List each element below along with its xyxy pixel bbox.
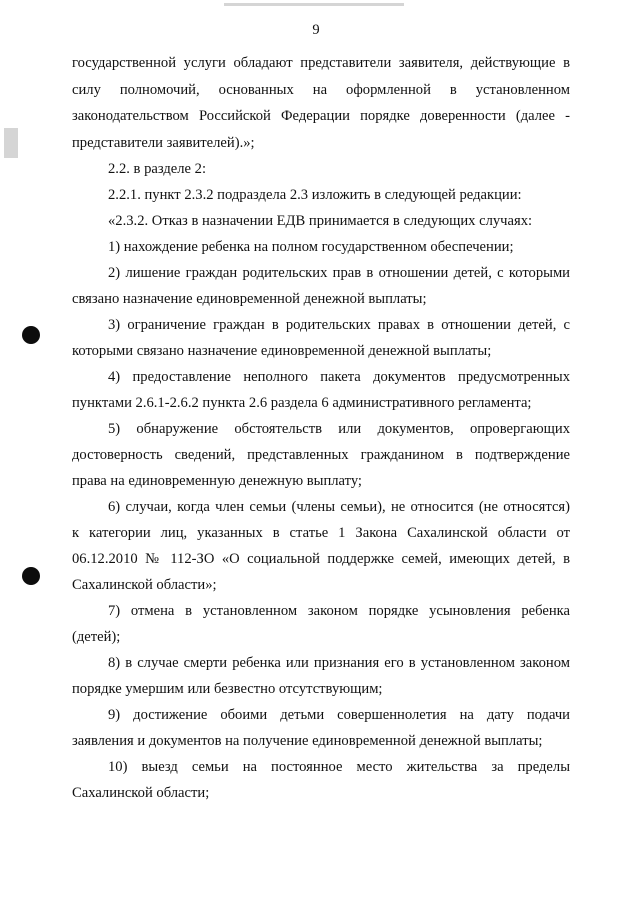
text-line: силу полномочий, основанных на оформленной в установленном xyxy=(72,82,570,98)
text-line: (детей); xyxy=(72,629,121,645)
text-line: 06.12.2010 № 112-ЗО «О социальной поддержке семей, имеющих детей, в xyxy=(72,551,570,567)
punch-hole xyxy=(22,567,40,585)
text-line: к категории лиц, указанных в статье 1 Закона Сахалинской области от xyxy=(72,525,570,541)
text-line: 3) ограничение граждан в родительских правах в отношении детей, с xyxy=(108,317,570,333)
text-line: 4) предоставление неполного пакета документов предусмотренных xyxy=(108,369,570,385)
text-line: законодательством Российской Федерации порядке доверенности (далее - xyxy=(72,108,570,124)
text-line: «2.3.2. Отказ в назначении ЕДВ принимается в следующих случаях: xyxy=(108,213,533,229)
text-line: достоверность сведений, представленных гражданином в подтверждение xyxy=(72,447,570,463)
text-line: заявления и документов на получение единовременной денежной выплаты; xyxy=(72,733,543,749)
text-line: связано назначение единовременной денежной выплаты; xyxy=(72,291,427,307)
text-line: 2) лишение граждан родительских прав в отношении детей, с которыми xyxy=(108,265,570,281)
scan-noise xyxy=(4,128,18,158)
text-line: 7) отмена в установленном законом порядке усыновления ребенка xyxy=(108,603,570,619)
text-line: 8) в случае смерти ребенка или признания его в установленном законом xyxy=(108,655,570,671)
text-line: государственной услуги обладают представители заявителя, действующие в xyxy=(72,55,570,71)
text-line: представители заявителей).»; xyxy=(72,135,255,151)
text-line: 6) случаи, когда член семьи (члены семьи), не относится (не относятся) xyxy=(108,499,570,515)
page-number: 9 xyxy=(312,22,320,38)
text-line: 1) нахождение ребенка на полном государственном обеспечении; xyxy=(108,239,514,255)
scan-noise xyxy=(224,3,404,6)
text-line: которыми связано назначение единовременной денежной выплаты; xyxy=(72,343,492,359)
text-line: 10) выезд семьи на постоянное место жительства за пределы xyxy=(108,759,570,775)
text-line: 5) обнаружение обстоятельств или документов, опровергающих xyxy=(108,421,570,437)
text-line: порядке умершим или безвестно отсутствующим; xyxy=(72,681,383,697)
text-line: Сахалинской области»; xyxy=(72,577,217,593)
punch-hole xyxy=(22,326,40,344)
text-line: 2.2.1. пункт 2.3.2 подраздела 2.3 изложить в следующей редакции: xyxy=(108,187,522,203)
text-line: пунктами 2.6.1-2.6.2 пункта 2.6 раздела 6 административного регламента; xyxy=(72,395,532,411)
text-line: 2.2. в разделе 2: xyxy=(108,161,207,177)
text-line: 9) достижение обоими детьми совершеннолетия на дату подачи xyxy=(108,707,570,723)
text-line: права на единовременную денежную выплату; xyxy=(72,473,362,489)
text-line: Сахалинской области; xyxy=(72,785,210,801)
